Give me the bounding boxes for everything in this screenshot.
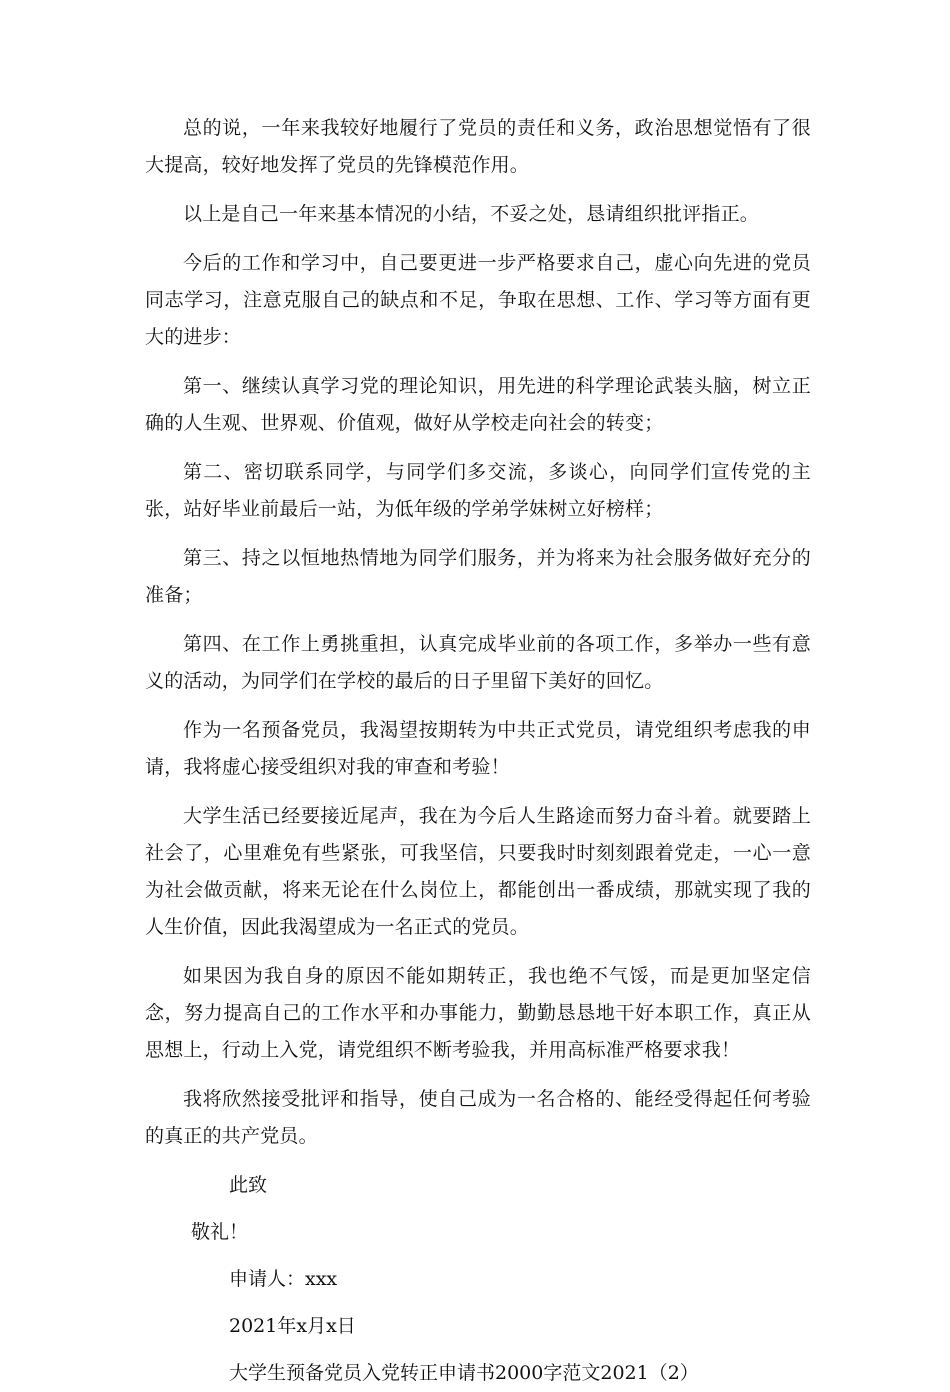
paragraph-item-4: 第四、在工作上勇挑重担，认真完成毕业前的各项工作，多举办一些有意义的活动，为同学们在学校的最后的日子里留下美好的回忆。 [145,633,811,692]
paragraph-commitment: 如果因为我自身的原因不能如期转正，我也绝不气馁，而是更加坚定信念，努力提高自己的工作水平和办事能力，勤勤恳恳地干好本职工作，真正从思想上，行动上入党，请党组织不断考验我，并用高标准严格要求我！ [145,965,811,1061]
paragraph-acceptance: 我将欣然接受批评和指导，使自己成为一名合格的、能经受得起任何考验的真正的共产党员。 [145,1088,811,1147]
paragraph-conclusion: 以上是自己一年来基本情况的小结，不妥之处，恳请组织批评指正。 [183,203,760,225]
paragraph-item-2: 第二、密切联系同学，与同学们多交流，多谈心，向同学们宣传党的主张，站好毕业前最后一站，为低年级的学弟学妹树立好榜样； [145,461,811,520]
paragraph-future-plan: 今后的工作和学习中，自己要更进一步严格要求自己，虚心向先进的党员同志学习，注意克服自己的缺点和不足，争取在思想、工作、学习等方面有更大的进步： [145,252,811,348]
paragraph-item-3: 第三、持之以恒地热情地为同学们服务，并为将来为社会服务做好充分的准备； [145,547,811,606]
document-page [145,110,811,1392]
paragraph-summary: 总的说，一年来我较好地履行了党员的责任和义务，政治思想觉悟有了很大提高，较好地发挥了党员的先锋模范作用。 [145,117,811,176]
applicant-signature: 申请人：xxx [229,1268,338,1290]
paragraph-request: 作为一名预备党员，我渴望按期转为中共正式党员，请党组织考虑我的申请，我将虚心接受组织对我的审查和考验！ [145,719,811,778]
next-section-title: 大学生预备党员入党转正申请书2000字范文2021（2） [229,1362,699,1384]
paragraph-aspiration: 大学生活已经要接近尾声，我在为今后人生路途而努力奋斗着。就要踏上社会了，心里难免有些紧张，可我坚信，只要我时时刻刻跟着党走，一心一意为社会做贡献，将来无论在什么岗位上，都能创出一番成绩，那就实现了我的人生价值，因此我渴望成为一名正式的党员。 [145,805,811,938]
closing-salutation: 此致 [229,1174,268,1196]
closing-respect: 敬礼！ [191,1221,249,1243]
paragraph-item-1: 第一、继续认真学习党的理论知识，用先进的科学理论武装头脑，树立正确的人生观、世界观、价值观，做好从学校走向社会的转变； [145,375,811,434]
application-date: 2021年x月x日 [229,1315,356,1337]
